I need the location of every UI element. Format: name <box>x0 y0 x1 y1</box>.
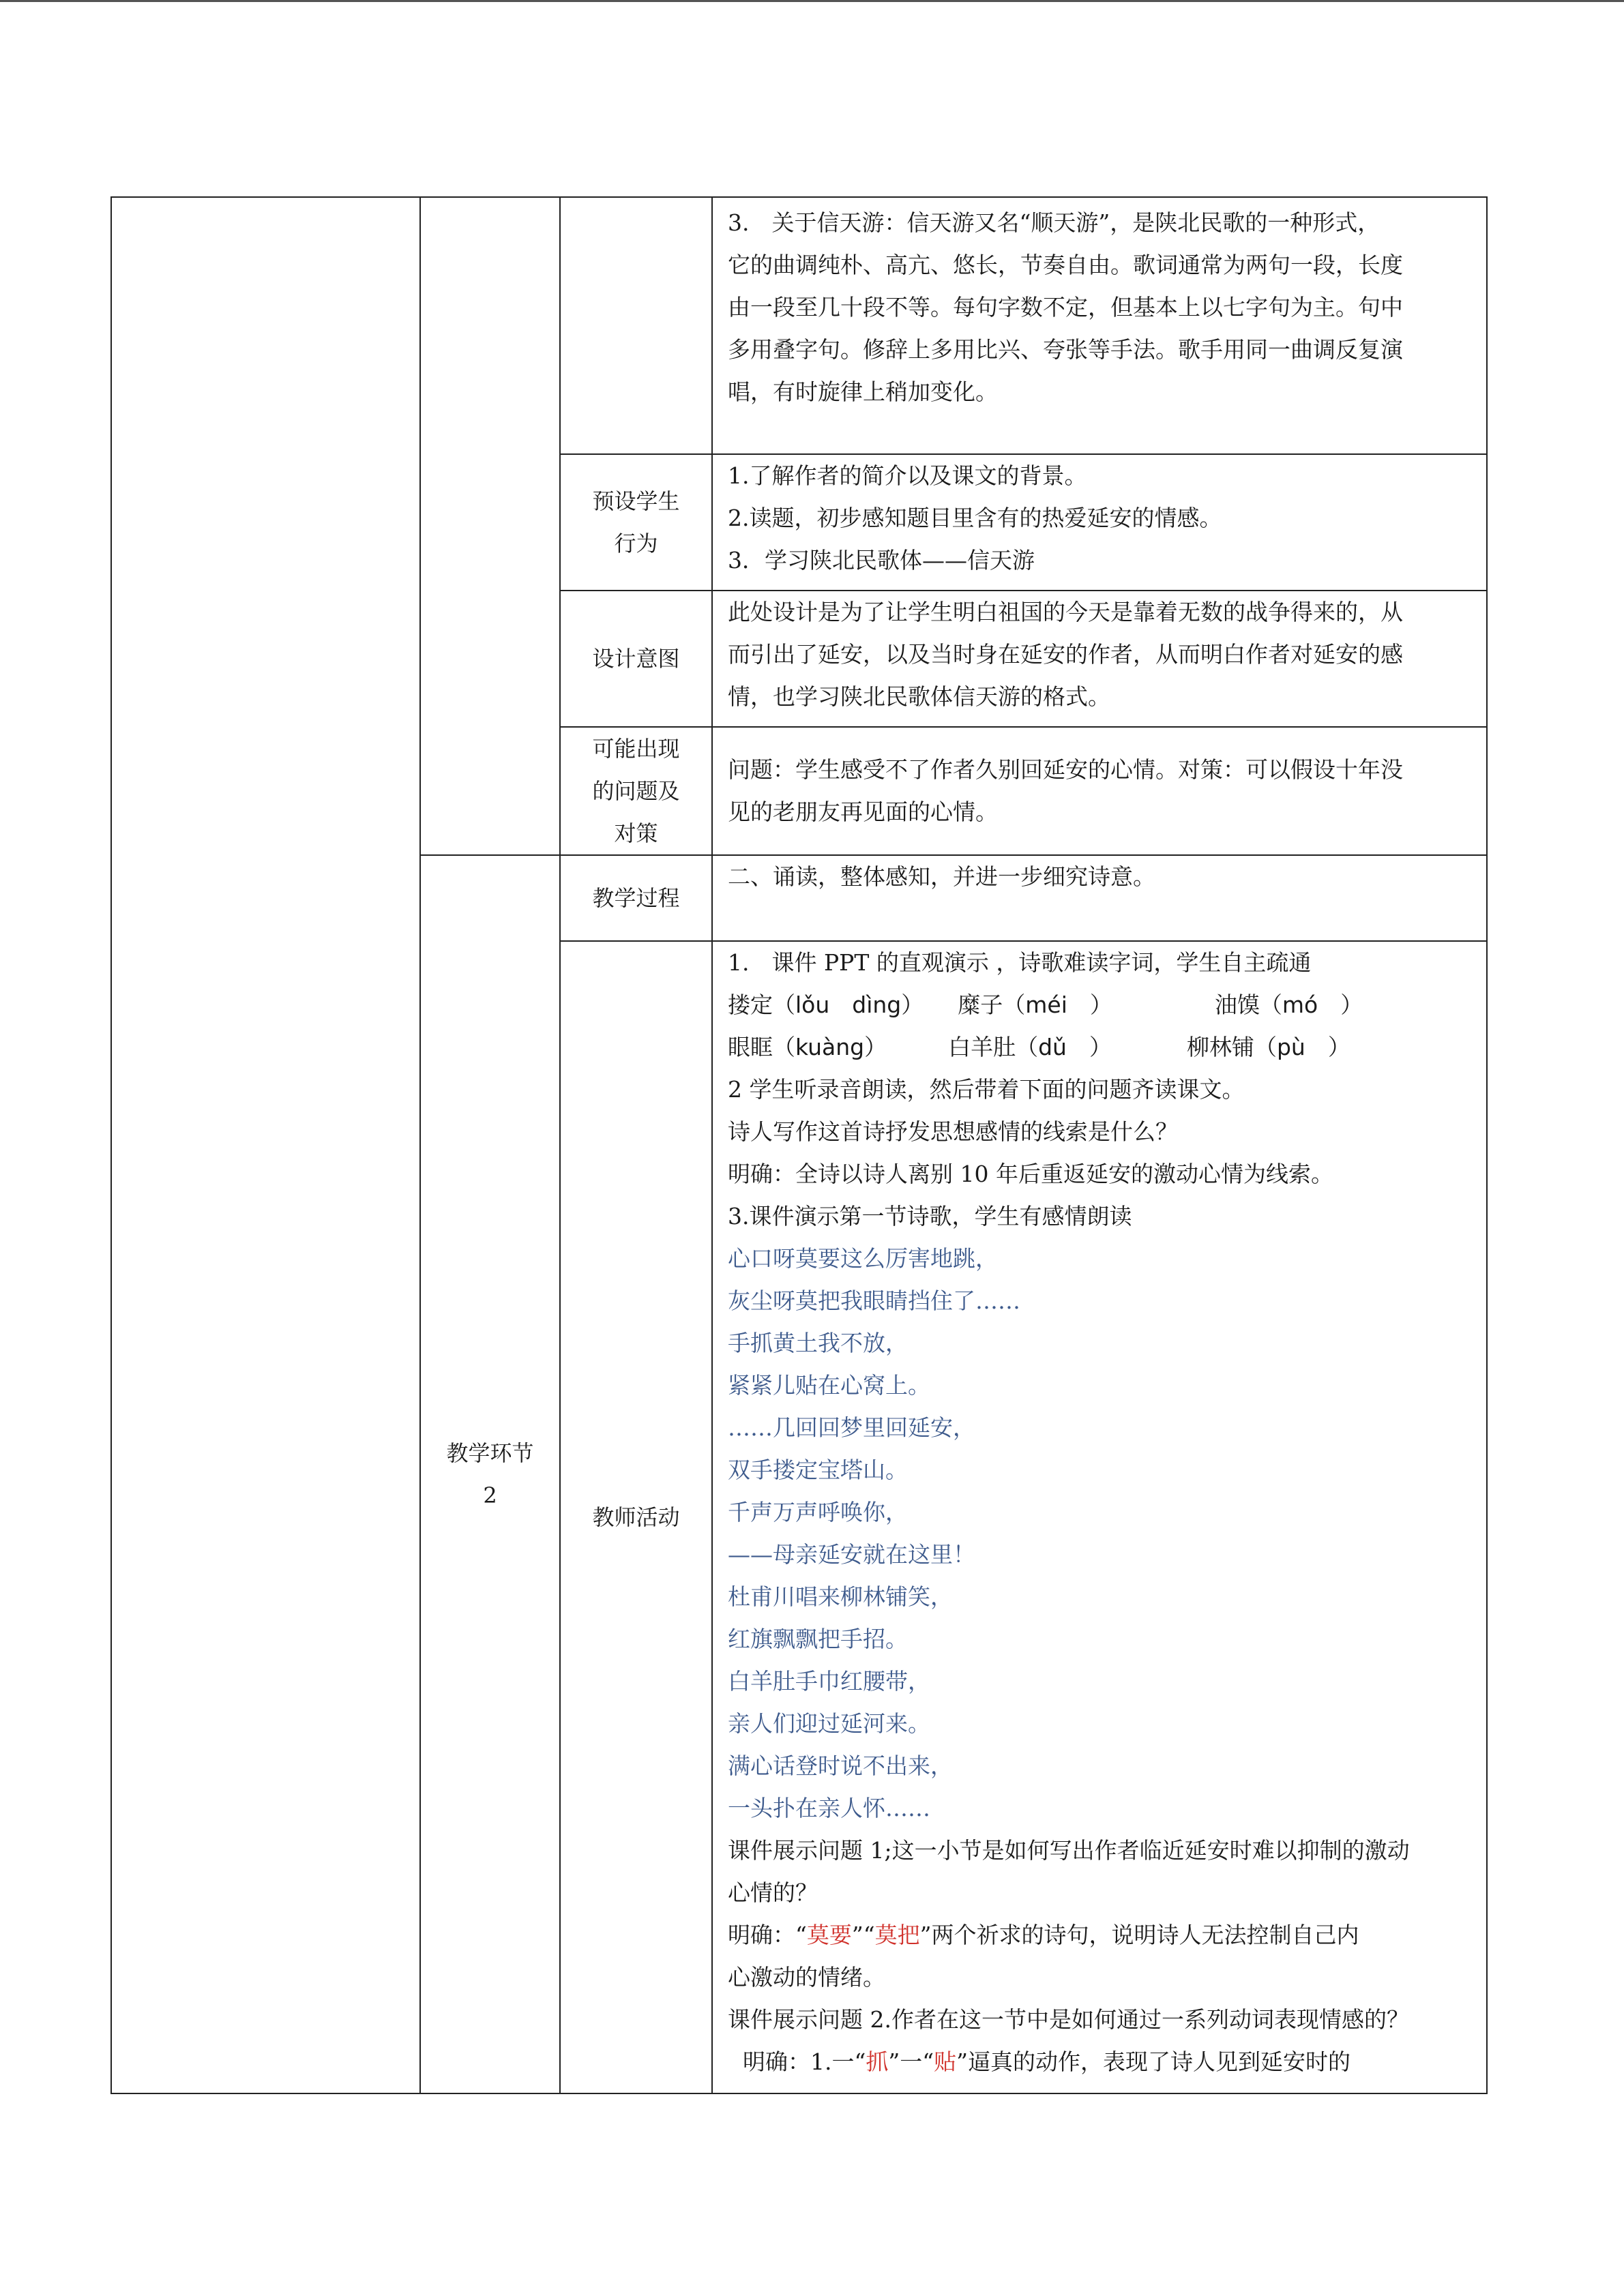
vocab-row <box>728 1026 1471 1069</box>
teacher-activity-content-cell <box>712 941 1487 2093</box>
answer-1-mid: ”“ <box>851 1922 875 1948</box>
vocab-word: 白羊肚（ <box>948 1034 1039 1060</box>
vocab-pinyin: mó ） <box>1282 992 1363 1018</box>
vocab-pinyin: pù ） <box>1276 1034 1350 1060</box>
vocab-pinyin: lǒu dìng） <box>795 992 924 1018</box>
poem-line: 手抓黄土我不放， <box>728 1330 908 1356</box>
section2-label-cell <box>420 855 560 2093</box>
intro-paragraph <box>713 198 1486 421</box>
poem-line: 灰尘呀莫把我眼睛挡住了…… <box>728 1287 1020 1314</box>
question-2-line: 课件展示问题 2.作者在这一节中是如何通过一系列动词表现情感的？ <box>728 2006 1409 2033</box>
vocab-word: 柳林铺（ <box>1186 1034 1277 1060</box>
problems-line: 问题：学生感受不了作者久别回延安的心情。对策：可以假设十年没 <box>728 756 1403 783</box>
answer-1-line: 心激动的情绪。 <box>728 1964 885 1991</box>
answer-1-prefix: 明确：“ <box>728 1922 807 1948</box>
design-intent-label: 设计意图 <box>592 646 680 672</box>
vocab-pinyin: méi ） <box>1025 992 1112 1018</box>
poem-line: ——母亲延安就在这里！ <box>728 1541 975 1568</box>
poem-line: ……几回回梦里回延安， <box>728 1414 975 1441</box>
vocab-pinyin: kuàng） <box>795 1034 887 1060</box>
activity-line: 3.课件演示第一节诗歌，学生有感情朗读 <box>728 1203 1132 1229</box>
design-intent-content-cell <box>712 591 1487 727</box>
outer-left-cell <box>111 197 420 2093</box>
activity-line: 明确：全诗以诗人离别 10 年后重返延安的激动心情为线索。 <box>728 1161 1333 1187</box>
intro-content-cell <box>712 197 1487 454</box>
problems-content-cell <box>712 727 1487 855</box>
answer-1-highlight: 莫把 <box>874 1922 920 1948</box>
design-intent-paragraph <box>713 591 1486 726</box>
section1-cell <box>420 197 560 855</box>
poem-line: 千声万声呼唤你， <box>728 1499 908 1525</box>
answer-1-highlight: 莫要 <box>806 1922 852 1948</box>
teaching-process-label-cell <box>560 855 712 941</box>
student-behavior-label: 行为 <box>614 531 658 556</box>
teaching-process-text-wrap <box>713 856 1486 906</box>
intro-line: 多用叠字句。修辞上多用比兴、夸张等手法。歌手用同一曲调反复演 <box>728 336 1403 363</box>
student-behavior-item: 1.了解作者的简介以及课文的背景。 <box>728 462 1087 489</box>
section2-label: 教学环节 <box>446 1440 534 1466</box>
question-1-line: 课件展示问题 1;这一小节是如何写出作者临近延安时难以抑制的激动 <box>728 1837 1410 1864</box>
problems-paragraph <box>713 741 1486 841</box>
poem-line: 红旗飘飘把手招。 <box>728 1626 908 1652</box>
design-intent-line: 而引出了延安，以及当时身在延安的作者，从而明白作者对延安的感 <box>728 641 1403 668</box>
problems-label-cell <box>560 727 712 855</box>
intro-label-cell <box>560 197 712 454</box>
student-behavior-list <box>713 455 1486 590</box>
vocab-word: 眼眶（ <box>728 1034 795 1060</box>
design-intent-label-cell <box>560 591 712 727</box>
activity-step-1: 1. 课件 PPT 的直观演示 ，诗歌难读字词，学生自主疏通 <box>728 949 1312 976</box>
answer-1-suffix: ”两个祈求的诗句，说明诗人无法控制自己内 <box>919 1922 1359 1948</box>
student-behavior-item: 2.读题，初步感知题目里含有的热爱延安的情感。 <box>728 505 1222 531</box>
vocab-word: 搂定（ <box>728 992 795 1018</box>
student-behavior-label: 预设学生 <box>592 488 680 514</box>
answer-2-highlight: 贴 <box>934 2048 957 2075</box>
poem-line: 心口呀莫要这么厉害地跳， <box>728 1245 998 1272</box>
poem-line: 白羊肚手巾红腰带， <box>728 1668 930 1695</box>
vocab-row <box>728 984 1471 1026</box>
problems-label: 的问题及 <box>592 778 680 804</box>
activity-line: 诗人写作这首诗抒发思想感情的线索是什么？ <box>728 1118 1178 1145</box>
question-1-line: 心情的？ <box>728 1879 818 1906</box>
poem-line: 一头扑在亲人怀…… <box>728 1795 930 1821</box>
problems-label: 可能出现 <box>592 736 680 762</box>
teaching-process-content-cell <box>712 855 1487 941</box>
poem-line: 紧紧儿贴在心窝上。 <box>728 1372 930 1399</box>
student-behavior-item: 3．学习陕北民歌体——信天游 <box>728 547 1035 573</box>
section2-label: 2 <box>483 1482 497 1508</box>
answer-1-line <box>728 1914 1471 1956</box>
poem-line: 亲人们迎过延河来。 <box>728 1710 930 1737</box>
student-behavior-content-cell <box>712 454 1487 591</box>
teaching-process-text: 二、诵读，整体感知，并进一步细究诗意。 <box>728 863 1155 890</box>
answer-2-suffix: ”逼真的动作，表现了诗人见到延安时的 <box>956 2048 1350 2075</box>
intro-line: 它的曲调纯朴、高亢、悠长，节奏自由。歌词通常为两句一段，长度 <box>728 252 1403 278</box>
vocab-word: 油馍（ <box>1214 992 1282 1018</box>
poem-line: 杜甫川唱来柳林铺笑， <box>728 1583 953 1610</box>
row-intro <box>111 197 1487 454</box>
intro-line: 唱，有时旋律上稍加变化。 <box>728 378 998 405</box>
teacher-activity-label: 教师活动 <box>592 1504 680 1530</box>
poem-line: 满心话登时说不出来， <box>728 1753 953 1779</box>
design-intent-line: 此处设计是为了让学生明白祖国的今天是靠着无数的战争得来的，从 <box>728 599 1403 625</box>
student-behavior-label-cell <box>560 454 712 591</box>
problems-line: 见的老朋友再见面的心情。 <box>728 799 998 825</box>
teaching-process-label: 教学过程 <box>592 885 680 911</box>
activity-line: 2 学生听录音朗读，然后带着下面的问题齐读课文。 <box>728 1076 1245 1103</box>
answer-2-prefix: 明确：1.一“ <box>743 2048 866 2075</box>
intro-line: 由一段至几十段不等。每句字数不定，但基本上以七字句为主。句中 <box>728 294 1403 320</box>
page-top-border <box>0 0 1624 2</box>
answer-2-line <box>728 2041 1471 2083</box>
lesson-plan-table <box>110 196 1488 2094</box>
answer-2-mid: ”一“ <box>888 2048 934 2075</box>
answer-2-highlight: 抓 <box>866 2048 889 2075</box>
problems-label: 对策 <box>614 820 658 846</box>
teacher-activity-body <box>713 942 1486 2091</box>
design-intent-line: 情，也学习陕北民歌体信天游的格式。 <box>728 683 1110 710</box>
teacher-activity-label-cell <box>560 941 712 2093</box>
vocab-word: 糜子（ <box>958 992 1026 1018</box>
vocab-pinyin: dǔ ） <box>1038 1034 1112 1060</box>
poem-line: 双手搂定宝塔山。 <box>728 1457 908 1483</box>
intro-line: 3. 关于信天游：信天游又名“顺天游”，是陕北民歌的一种形式， <box>728 209 1381 236</box>
